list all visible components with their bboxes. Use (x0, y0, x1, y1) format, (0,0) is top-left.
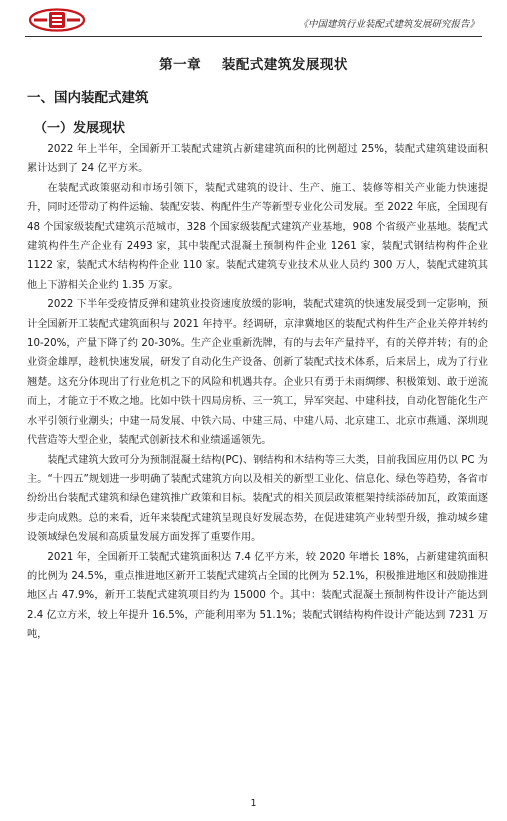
red-circle-emblem-logo-icon (28, 8, 86, 32)
paragraph: 装配式建筑大致可分为预制混凝土结构(PC)、钢结构和木结构等三大类，目前我国应用仍以 PC 为主。“十四五”规划进一步明确了装配式建筑方向以及相关的新型工业化、信息化、绿色等趋势，各省市纷纷出台装配式建筑和绿色建筑推广政策和目标。装配式的相关顶层政策框架持续添砖加瓦，政策面逐步走向成熟。总的来看，近年来装配式建筑呈现良好发展态势，在促进建筑产业转型升级，推动城乡建设领域绿色发展和高质量发展方面发挥了重要作用。 (27, 454, 488, 544)
page-header (0, 0, 507, 46)
section-title: 一、国内装配式建筑 (27, 90, 149, 106)
report-running-title: 《中国建筑行业装配式建筑发展研究报告》 (298, 19, 479, 30)
page-number: 1 (250, 798, 257, 809)
subsection-title: （一）发展现状 (34, 121, 126, 136)
paragraph: 2022 年上半年，全国新开工装配式建筑占新建建筑面积的比例超过 25%，装配式建筑建设面积累计达到了 24 亿平方米。 (27, 144, 488, 175)
header-divider (25, 36, 482, 37)
chapter-title: 第一章 装配式建筑发展现状 (159, 57, 348, 73)
paragraph: 2021 年，全国新开工装配式建筑面积达 7.4 亿平方米，较 2020 年增长 18%，占新建建筑面积的比例为 24.5%，重点推进地区新开工装配式建筑占全国的比例为 52.1%，积极推进地区和鼓励推进地区占 47.9%，新开工装配式建筑项目约为 15000 个。其中：装配式混凝土预制构件设计产能达到 2.4 亿立方米，较上年提升 16.5%，产能利用率为 51.1%；装配式钢结构构件设计产能达到 7231 万吨， (27, 551, 488, 641)
paragraph: 2022 下半年受疫情反弹和建筑业投资速度放缓的影响，装配式建筑的快速发展受到一定影响，预计全国新开工装配式建筑面积与 2021 年持平。经调研，京津冀地区的装配式构件生产企业关停并转约 10-20%，产量下降了约 20-30%。生产企业重新洗牌，有的与去年产量持平，有的关停并转；有的企业资金雄厚，趁机快速发展，研发了自动化生产设备、创新了装配式技术体系，后来居上，成为了行业翘楚。这充分体现出了行业危机之下的风险和机遇共存。企业只有勇于未雨绸缪、积极策划、敢于逆流而上，才能立于不败之地。比如中铁十四局房桥、三一筑工，异军突起、中建科技，自动化智能化生产水平引领行业潮头；中建一局发展、中铁六局、中建三局、中建八局、北京建工、北京市燕通、深圳现代营造等大型企业，装配式创新技术和业绩遥遥领先。 (27, 299, 488, 447)
paragraph: 在装配式政策驱动和市场引领下，装配式建筑的设计、生产、施工、装修等相关产业能力快速提升，同时还带动了构件运输、装配安装、构配件生产等新型专业化公司发展。至 2022 年底，全国现有 48 个国家级装配式建筑示范城市，328 个国家级装配式建筑产业基地，908 个省级产业基地。装配式建筑构件生产企业有 2493 家，其中装配式混凝土预制构件企业 1261 家，装配式钢结构构件企业 1122 家，装配式木结构构件企业 110 家。装配式建筑专业技术从业人员约 300 万人，装配式建筑其他上下游相关企业约 1.35 万家。 (27, 182, 488, 291)
body-text (27, 140, 488, 645)
